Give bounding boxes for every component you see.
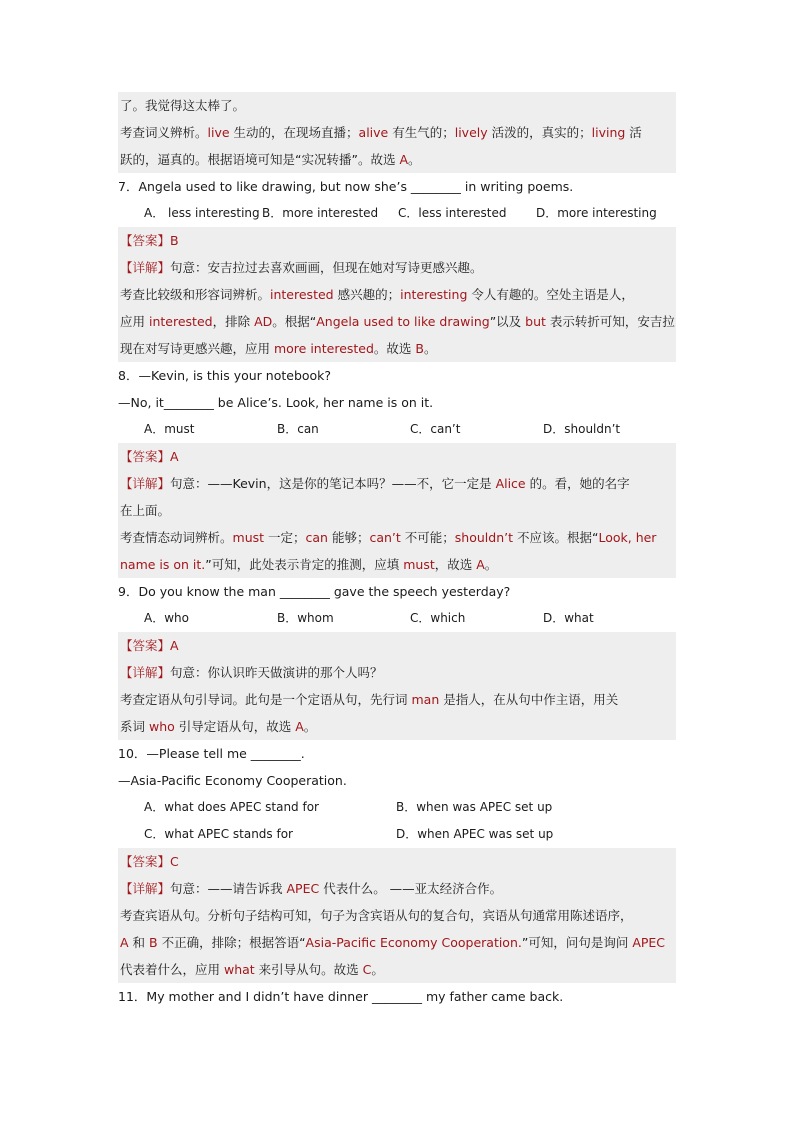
explanation-line: 系词 who 引导定语从句，故选 A。	[118, 713, 676, 740]
explanation-line: 考查比较级和形容词辨析。interested 感兴趣的；interesting 令人有趣的。空处主语是人，	[118, 281, 676, 308]
option: C．less interested	[398, 206, 507, 220]
answer-options	[118, 794, 676, 821]
question-line: 11．My mother and I didn’t have dinner ________ my father came back.	[118, 989, 564, 1004]
option: A． less interesting	[144, 206, 260, 220]
explanation-line: 考查情态动词辨析。must 一定；can 能够；can’t 不可能；shouldn’t 不应该。根据“Look, her	[118, 524, 676, 551]
explanation-line: 跃的，逼真的。根据语境可知是“实况转播”。故选 A。	[118, 146, 676, 173]
explanation-line: 考查定语从句引导词。此句是一个定语从句，先行词 man 是指人，在从句中作主语，用关	[118, 686, 676, 713]
explanation-line: 【答案】C	[118, 848, 676, 875]
explanation-line: 在上面。	[118, 497, 676, 524]
answer-options	[118, 416, 676, 443]
explanation-line: 【详解】句意：你认识昨天做演讲的那个人吗？	[118, 659, 676, 686]
question-line: —Asia-Pacific Economy Cooperation.	[118, 773, 347, 788]
question-line: 10．—Please tell me ________.	[118, 746, 305, 761]
option: C．what APEC stands for	[144, 827, 293, 841]
option: A．what does APEC stand for	[144, 800, 319, 814]
option: B．can	[277, 422, 319, 436]
question-line: —No, it________ be Alice’s. Look, her name is on it.	[118, 395, 434, 410]
option: D．more interesting	[536, 206, 657, 220]
explanation-line: 应用 interested，排除 AD。根据“Angela used to like drawing”以及 but 表示转折可知，安吉拉	[118, 308, 676, 335]
answer-options	[118, 200, 676, 227]
option: B．more interested	[262, 206, 379, 220]
explanation-line: 考查词义辨析。live 生动的，在现场直播；alive 有生气的；lively 活泼的，真实的；living 活	[118, 119, 676, 146]
option: C．can’t	[410, 422, 461, 436]
option: B．when was APEC set up	[396, 800, 553, 814]
explanation-line: 【答案】A	[118, 443, 676, 470]
option: D．what	[543, 611, 594, 625]
explanation-line: 【详解】句意：安吉拉过去喜欢画画，但现在她对写诗更感兴趣。	[118, 254, 676, 281]
explanation-line: 【答案】B	[118, 227, 676, 254]
explanation-line: A 和 B 不正确，排除；根据答语“Asia-Pacific Economy Cooperation.”可知，问句是询问 APEC	[118, 929, 676, 956]
option: A．who	[144, 611, 189, 625]
explanation-line: 代表着什么，应用 what 来引导从句。故选 C。	[118, 956, 676, 983]
explanation-line: name is on it.”可知，此处表示肯定的推测，应填 must，故选 A。	[118, 551, 676, 578]
explanation-line: 【详解】句意：——Kevin，这是你的笔记本吗？——不，它一定是 Alice 的。看，她的名字	[118, 470, 676, 497]
answer-options	[118, 821, 676, 848]
question-line: 8．—Kevin, is this your notebook?	[118, 368, 332, 383]
answer-options	[118, 605, 676, 632]
option: B．whom	[277, 611, 334, 625]
explanation-line: 【详解】句意：——请告诉我 APEC 代表什么。 ——亚太经济合作。	[118, 875, 676, 902]
option: A．must	[144, 422, 195, 436]
question-line: 9．Do you know the man ________ gave the speech yesterday?	[118, 584, 511, 599]
question-line: 7．Angela used to like drawing, but now she’s ________ in writing poems.	[118, 179, 574, 194]
explanation-line: 了。我觉得这太棒了。	[118, 92, 676, 119]
document-page	[118, 92, 676, 1010]
explanation-line: 【答案】A	[118, 632, 676, 659]
explanation-line: 考查宾语从句。分析句子结构可知，句子为含宾语从句的复合句，宾语从句通常用陈述语序，	[118, 902, 676, 929]
explanation-line: 现在对写诗更感兴趣，应用 more interested。故选 B。	[118, 335, 676, 362]
option: D．shouldn’t	[543, 422, 621, 436]
option: C．which	[410, 611, 466, 625]
option: D．when APEC was set up	[396, 827, 554, 841]
